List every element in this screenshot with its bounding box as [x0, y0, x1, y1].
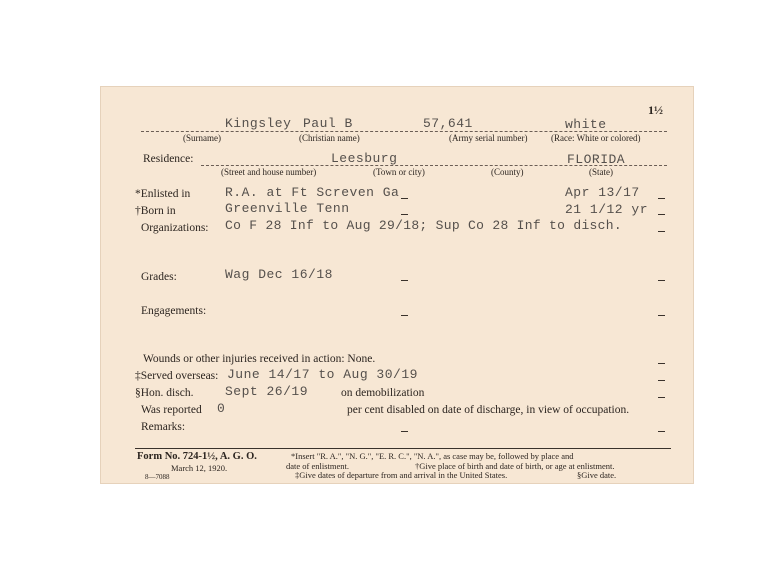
footnote-discharge: §Give date. — [577, 470, 617, 480]
service-record-card — [100, 86, 694, 484]
footnote-overseas: ‡Give dates of departure from and arrival in the United States. — [295, 470, 508, 480]
engagements-label: Engagements: — [141, 305, 207, 317]
surname-caption: (Surname) — [183, 133, 221, 143]
hon-disch-value: Sept 26/19 — [225, 384, 309, 399]
born-label: †Born in — [135, 205, 176, 217]
footnote-insert-cont: date of enlistment. — [286, 461, 350, 471]
was-reported-value: 0 — [217, 401, 226, 416]
born-dash-end — [658, 214, 665, 215]
wounds-label-text: Wounds or other injuries received in action: — [143, 353, 345, 365]
grades-label: Grades: — [141, 271, 177, 283]
state-caption: (State) — [589, 167, 613, 177]
residence-label: Residence: — [143, 153, 194, 165]
engagements-dash-end — [658, 315, 665, 316]
engagements-dash — [401, 315, 408, 316]
surname-value: Kingsley — [225, 116, 292, 131]
wounds-dash — [658, 363, 665, 364]
print-code: 8—7088 — [145, 473, 170, 481]
race-value: white — [565, 117, 607, 132]
race-caption: (Race: White or colored) — [551, 133, 641, 143]
residence-town-value: Leesburg — [331, 151, 398, 166]
corner-mark: 1½ — [648, 103, 663, 117]
remarks-dash-end — [658, 431, 665, 432]
christian-name-caption: (Christian name) — [299, 133, 360, 143]
serial-value: 57,641 — [423, 116, 473, 131]
enlisted-label: *Enlisted in — [135, 188, 191, 200]
christian-name-value: Paul B — [303, 116, 353, 131]
grades-dash — [401, 280, 408, 281]
remarks-label: Remarks: — [141, 421, 186, 433]
hon-disch-label: §Hon. disch. — [135, 387, 194, 399]
organizations-value: Co F 28 Inf to Aug 29/18; Sup Co 28 Inf to disch. — [225, 218, 622, 233]
wounds-value: None. — [347, 353, 376, 365]
street-caption: (Street and house number) — [221, 167, 317, 177]
footnote-birth: †Give place of birth and date of birth, or age at enlistment. — [415, 461, 615, 471]
header-underline — [141, 131, 667, 132]
organizations-dash — [658, 231, 665, 232]
grades-value: Wag Dec 16/18 — [225, 267, 333, 282]
hon-disch-reason: on demobilization — [341, 387, 425, 399]
form-number: Form No. 724-1½, A. G. O. — [137, 451, 257, 462]
born-age: 21 1/12 yr — [565, 202, 649, 217]
served-overseas-label: ‡Served overseas: — [135, 370, 219, 382]
hon-disch-dash — [658, 397, 665, 398]
enlisted-value: R.A. at Ft Screven Ga — [225, 185, 400, 200]
enlisted-date: Apr 13/17 — [565, 185, 640, 200]
was-reported-label: Was reported — [141, 404, 202, 416]
county-caption: (County) — [491, 167, 524, 177]
wounds-label — [143, 353, 375, 365]
residence-state-value: FLORIDA — [567, 152, 626, 167]
grades-dash-end — [658, 280, 665, 281]
footer-rule — [135, 448, 671, 449]
served-overseas-value: June 14/17 to Aug 30/19 — [227, 367, 418, 382]
born-dash — [401, 214, 408, 215]
serial-caption: (Army serial number) — [449, 133, 528, 143]
footnote-insert: *Insert "R. A.", "N. G.", "E. R. C.", "N. A.", as case may be, followed by place and — [291, 451, 574, 461]
enlisted-dash-end — [658, 198, 665, 199]
town-caption: (Town or city) — [373, 167, 425, 177]
form-date: March 12, 1920. — [171, 463, 228, 473]
enlisted-dash — [401, 198, 408, 199]
residence-underline — [201, 165, 667, 166]
served-overseas-dash — [658, 380, 665, 381]
was-reported-text: per cent disabled on date of discharge, in view of occupation. — [347, 404, 630, 416]
remarks-dash — [401, 431, 408, 432]
born-value: Greenville Tenn — [225, 201, 350, 216]
organizations-label: Organizations: — [141, 222, 209, 234]
